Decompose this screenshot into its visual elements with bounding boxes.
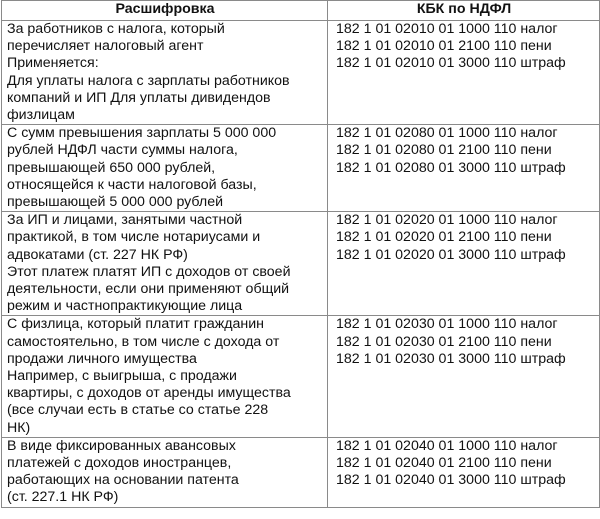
header-row [2, 1, 600, 21]
description-cell [2, 316, 328, 437]
table-row [2, 212, 600, 316]
description-line: (ст. 227.1 НК РФ) [7, 489, 119, 506]
table-body [2, 21, 600, 508]
kbk-code: 182 1 01 02080 01 1000 110 налог [336, 125, 558, 142]
kbk-ndfl-table [1, 0, 600, 508]
header-description: Расшифровка [2, 1, 328, 21]
kbk-code: 182 1 01 02030 01 3000 110 штраф [336, 350, 566, 367]
description-line: компаний и ИП Для уплаты дивидендов [7, 89, 271, 106]
header-kbk: КБК по НДФЛ [328, 1, 600, 21]
description-line: За работников с налога, который [7, 21, 225, 37]
kbk-code: 182 1 01 02080 01 2100 110 пени [336, 142, 552, 159]
description-cell [2, 125, 328, 212]
description-line: квартиры, с доходов от аренды имущества [7, 385, 291, 402]
description-line: С физлица, который платит гражданин [7, 316, 264, 333]
kbk-code: 182 1 01 02080 01 3000 110 штраф [336, 159, 566, 176]
kbk-code: 182 1 01 02020 01 2100 110 пени [336, 229, 552, 246]
description-line: платежей с доходов иностранцев, [7, 455, 232, 472]
kbk-codes-cell [328, 212, 600, 316]
description-line: рублей НДФЛ части суммы налога, [7, 142, 238, 159]
description-line: физлицам [7, 107, 75, 124]
description-line: В виде фиксированных авансовых [7, 437, 236, 454]
description-line: продажи личного имущества [7, 350, 197, 367]
description-line: превышающей 650 000 рублей, [7, 159, 216, 176]
description-line: режим и частнопрактикующие лица [7, 298, 243, 315]
description-cell [2, 437, 328, 507]
description-line: относящейся к части налоговой базы, [7, 176, 257, 193]
kbk-code: 182 1 01 02030 01 1000 110 налог [336, 316, 558, 333]
description-line: перечисляет налоговый агент [7, 38, 204, 55]
description-line: Этот платеж платят ИП с доходов от своей [7, 263, 291, 280]
description-line: превышающей 5 000 000 рублей [7, 194, 224, 211]
kbk-code: 182 1 01 02010 01 2100 110 пени [336, 38, 552, 55]
description-cell [2, 212, 328, 316]
kbk-code: 182 1 01 02040 01 2100 110 пени [336, 455, 552, 472]
description-line: С сумм превышения зарплаты 5 000 000 [7, 125, 277, 142]
table-header [2, 1, 600, 21]
kbk-code: 182 1 01 02010 01 1000 110 налог [336, 21, 558, 37]
kbk-code: 182 1 01 02020 01 1000 110 налог [336, 212, 558, 229]
kbk-code: 182 1 01 02040 01 3000 110 штраф [336, 472, 566, 489]
description-line: (все случаи есть в статье со статье 228 [7, 402, 269, 419]
description-line: адвокатами (ст. 227 НК РФ) [7, 246, 188, 263]
kbk-code: 182 1 01 02010 01 3000 110 штраф [336, 55, 566, 72]
description-cell [2, 21, 328, 125]
description-line: самостоятельно, в том числе с дохода от [7, 333, 280, 350]
table-row [2, 125, 600, 212]
table-row [2, 316, 600, 437]
kbk-codes-cell [328, 21, 600, 125]
kbk-codes-cell [328, 316, 600, 437]
table-row [2, 437, 600, 507]
description-line: работающих на основании патента [7, 472, 239, 489]
description-line: практикой, в том числе нотариусами и [7, 229, 261, 246]
description-line: Например, с выигрыша, с продажи [7, 368, 237, 385]
kbk-code: 182 1 01 02040 01 1000 110 налог [336, 437, 558, 454]
kbk-codes-cell [328, 125, 600, 212]
description-line: Применяется: [7, 55, 99, 72]
description-line: Для уплаты налога с зарплаты работников [7, 72, 290, 89]
table-row [2, 21, 600, 125]
description-line: деятельности, если они применяют общий [7, 281, 290, 298]
description-line: За ИП и лицами, занятыми частной [7, 212, 243, 229]
kbk-code: 182 1 01 02020 01 3000 110 штраф [336, 246, 566, 263]
description-line: НК) [7, 419, 31, 436]
kbk-codes-cell [328, 437, 600, 507]
kbk-code: 182 1 01 02030 01 2100 110 пени [336, 333, 552, 350]
